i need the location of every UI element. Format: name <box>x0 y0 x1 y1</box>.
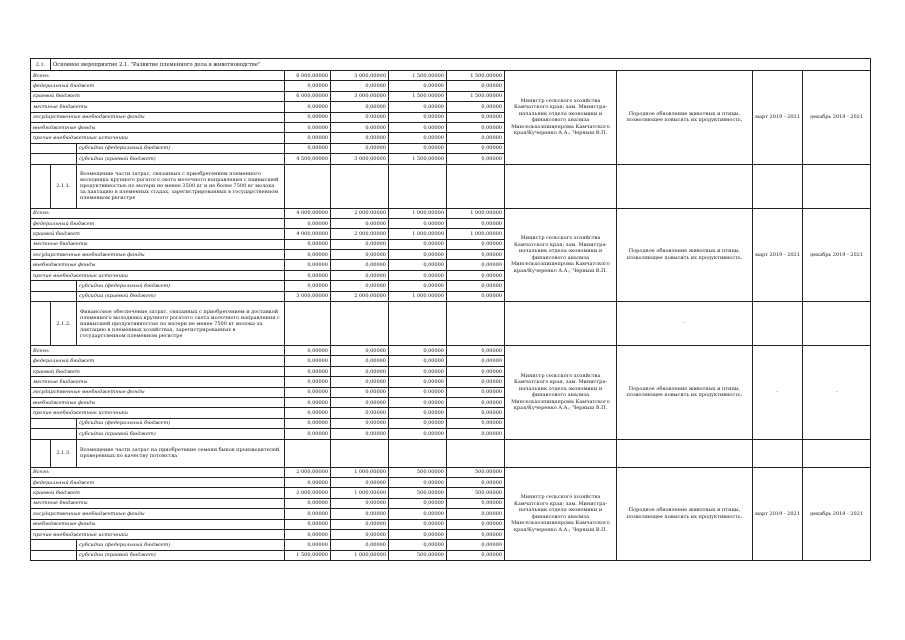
budget-value: 6 000,00000 <box>285 91 331 101</box>
budget-value: 0,00000 <box>389 102 447 112</box>
budget-value: 0,00000 <box>389 218 447 228</box>
budget-value: 0,00000 <box>447 377 505 387</box>
start-date-cell: март 2019 - 2021 <box>753 208 803 302</box>
row-label: федеральный бюджет <box>31 81 285 91</box>
budget-value: 0,00000 <box>447 387 505 397</box>
budget-value: 500,00000 <box>389 467 447 477</box>
budget-value: 3 000,00000 <box>285 291 331 301</box>
empty-value-cell <box>389 302 447 346</box>
activity-executor-cell <box>505 164 617 208</box>
row-label: местные бюджеты <box>31 377 285 387</box>
budget-value: 0,00000 <box>285 143 331 153</box>
row-label: субсидии (краевой бюджет) <box>77 429 285 439</box>
end-date-cell: декабрь 2019 - 2021 <box>803 208 871 302</box>
budget-value: 0,00000 <box>331 270 389 280</box>
budget-value: 0,00000 <box>447 519 505 529</box>
budget-value: 0,00000 <box>331 346 389 356</box>
budget-value: 0,00000 <box>331 540 389 550</box>
activity-code: 2.1.2. <box>51 302 77 346</box>
row-label: внебюджетные фонды <box>31 519 285 529</box>
row-label: государственные внебюджетные фонды <box>31 509 285 519</box>
budget-value: 0,00000 <box>285 112 331 122</box>
empty-value-cell <box>285 164 331 208</box>
budget-value: 0,00000 <box>285 102 331 112</box>
empty-value-cell <box>331 164 389 208</box>
budget-value: 1 000,00000 <box>389 208 447 218</box>
row-label: федеральный бюджет <box>31 218 285 228</box>
executor-cell: Министр сельского хозяйства Камчатского края; зам. Министра-начальник отдела экономики и финансового анализа Минсельхозпищепрома Камчатского края/Кучеренко А.А.; Черныш В.П. <box>505 346 617 440</box>
activity-row <box>31 439 871 467</box>
empty-cell <box>803 439 871 467</box>
budget-value: 0,00000 <box>285 250 331 260</box>
budget-value: 0,00000 <box>389 270 447 280</box>
budget-value: 0,00000 <box>447 260 505 270</box>
row-label: субсидии (федеральный бюджет) <box>77 143 285 153</box>
budget-value: 0,00000 <box>447 429 505 439</box>
row-label: местные бюджеты <box>31 102 285 112</box>
end-date-cell: - <box>803 346 871 440</box>
empty-cell <box>803 302 871 346</box>
row-label: субсидии (федеральный бюджет) <box>77 281 285 291</box>
budget-value: 0,00000 <box>389 112 447 122</box>
start-date-cell: март 2019 - 2021 <box>753 467 803 561</box>
spacer-cell <box>31 439 51 467</box>
budget-value: 0,00000 <box>285 270 331 280</box>
budget-value: 0,00000 <box>389 397 447 407</box>
executor-cell: Министр сельского хозяйства Камчатского края; зам. Министра-начальник отдела экономики и финансового анализа Минсельхозпищепрома Камчатского края/Кучеренко А.А.; Черныш В.П. <box>505 71 617 165</box>
budget-value: 0,00000 <box>389 260 447 270</box>
budget-value: 0,00000 <box>331 519 389 529</box>
budget-value: 0,00000 <box>285 366 331 376</box>
budget-value: 4 000,00000 <box>285 208 331 218</box>
budget-value: 1 500,00000 <box>389 91 447 101</box>
header-code: 2.1. <box>31 59 51 71</box>
budget-value: 0,00000 <box>331 81 389 91</box>
budget-value: 0,00000 <box>285 509 331 519</box>
budget-value: 0,00000 <box>285 218 331 228</box>
budget-value: 0,00000 <box>447 102 505 112</box>
row-label: краевой бюджет <box>31 488 285 498</box>
budget-value: 500,00000 <box>447 488 505 498</box>
budget-value: 0,00000 <box>331 133 389 143</box>
spacer-cell <box>31 281 77 291</box>
empty-cell <box>753 439 803 467</box>
budget-value: 1 000,00000 <box>389 229 447 239</box>
budget-value: 2 000,00000 <box>331 208 389 218</box>
spacer-cell <box>31 302 51 346</box>
budget-value: 0,00000 <box>331 529 389 539</box>
result-cell: Породное обновление животных и птицы, позволяющее повысить их продуктивность. <box>617 71 753 165</box>
row-label: прочие внебюджетные источники <box>31 133 285 143</box>
budget-table <box>30 58 871 561</box>
spacer-cell <box>31 550 77 560</box>
budget-value: 0,00000 <box>447 498 505 508</box>
activity-description: Возмещение части затрат, связанных с приобретением племенного молодняка крупного рогатого скота молочного направления с наивысшей продуктивностью по матери не менее 3500 кг и не более 7500 кг молока за лактацию в племенных стадах, зарегистрированных в государственном племенном регистре <box>77 164 285 208</box>
budget-value: 0,00000 <box>331 218 389 228</box>
budget-value: 0,00000 <box>331 356 389 366</box>
budget-value: 0,00000 <box>389 239 447 249</box>
budget-value: 0,00000 <box>389 250 447 260</box>
empty-value-cell <box>447 164 505 208</box>
budget-value: 1 000,00000 <box>331 467 389 477</box>
end-date-cell: декабрь 2019 - 2021 <box>803 71 871 165</box>
budget-value: 0,00000 <box>331 477 389 487</box>
spacer-cell <box>31 164 51 208</box>
empty-cell <box>753 302 803 346</box>
result-cell: Породное обновление животных и птицы, позволяющее повысить их продуктивность. <box>617 467 753 561</box>
budget-value: 0,00000 <box>389 408 447 418</box>
row-label: прочие внебюджетные источники <box>31 408 285 418</box>
activity-description: Финансовое обеспечение затрат, связанных с приобретением и доставкой племенного молодняка крупного рогатого скота молочного направления с наивысшей продуктивностью по матери не менее 7500 кг молока за лактацию в племенных хозяйствах, зарегистрированных в государственном племенном регистре <box>77 302 285 346</box>
budget-value: 0,00000 <box>447 133 505 143</box>
row-label: местные бюджеты <box>31 498 285 508</box>
budget-value: 0,00000 <box>285 387 331 397</box>
row-label: внебюджетные фонды <box>31 260 285 270</box>
budget-value: 0,00000 <box>331 408 389 418</box>
budget-value: 0,00000 <box>447 550 505 560</box>
spacer-cell <box>31 429 77 439</box>
row-label: субсидии (краевой бюджет) <box>77 154 285 164</box>
budget-value: 2 000,00000 <box>331 229 389 239</box>
empty-value-cell <box>331 439 389 467</box>
activity-executor-cell <box>505 302 617 346</box>
budget-value: 0,00000 <box>285 397 331 407</box>
budget-value: 0,00000 <box>331 418 389 428</box>
budget-value: 0,00000 <box>331 366 389 376</box>
budget-value: 0,00000 <box>389 81 447 91</box>
budget-value: 1 000,00000 <box>331 550 389 560</box>
empty-value-cell <box>331 302 389 346</box>
budget-value: 1 000,00000 <box>389 291 447 301</box>
budget-value: 6 000,00000 <box>285 71 331 81</box>
budget-value: 0,00000 <box>389 366 447 376</box>
budget-value: 0,00000 <box>447 291 505 301</box>
budget-value: 0,00000 <box>447 281 505 291</box>
budget-value: 0,00000 <box>285 540 331 550</box>
budget-value: 0,00000 <box>285 408 331 418</box>
budget-value: 0,00000 <box>285 81 331 91</box>
row-label: субсидии (краевой бюджет) <box>77 550 285 560</box>
budget-value: 0,00000 <box>447 270 505 280</box>
budget-value: 0,00000 <box>447 112 505 122</box>
budget-value: 0,00000 <box>331 122 389 132</box>
activity-result-cell: - <box>617 302 753 346</box>
budget-value: 0,00000 <box>389 477 447 487</box>
activity-code: 2.1.1. <box>51 164 77 208</box>
row-label: федеральный бюджет <box>31 356 285 366</box>
budget-value: 1 500,00000 <box>389 71 447 81</box>
budget-value: 0,00000 <box>389 429 447 439</box>
budget-value: 4 000,00000 <box>285 229 331 239</box>
activity-code: 2.1.3. <box>51 439 77 467</box>
budget-value: 0,00000 <box>285 260 331 270</box>
budget-value: 0,00000 <box>331 498 389 508</box>
budget-value: 3 000,00000 <box>331 154 389 164</box>
budget-value: 0,00000 <box>447 509 505 519</box>
budget-value: 0,00000 <box>447 397 505 407</box>
budget-value: 0,00000 <box>447 250 505 260</box>
budget-value: 0,00000 <box>447 122 505 132</box>
row-label: Всего: <box>31 71 285 81</box>
budget-value: 0,00000 <box>331 509 389 519</box>
budget-value: 0,00000 <box>447 366 505 376</box>
budget-value: 0,00000 <box>447 408 505 418</box>
row-label: местные бюджеты <box>31 239 285 249</box>
budget-table-sheet <box>30 58 870 561</box>
activity-description: Возмещение части затрат на приобретение семени быков производителей, проверенных по качеству потомства <box>77 439 285 467</box>
empty-cell <box>803 164 871 208</box>
budget-value: 0,00000 <box>389 387 447 397</box>
row-label: государственные внебюджетные фонды <box>31 112 285 122</box>
budget-value: 0,00000 <box>331 377 389 387</box>
budget-value: 0,00000 <box>285 281 331 291</box>
activity-row <box>31 302 871 346</box>
budget-value: 0,00000 <box>285 418 331 428</box>
budget-value: 0,00000 <box>331 281 389 291</box>
budget-value: 0,00000 <box>447 218 505 228</box>
budget-value: 0,00000 <box>285 429 331 439</box>
budget-value: 0,00000 <box>389 519 447 529</box>
activity-row <box>31 164 871 208</box>
budget-value: 0,00000 <box>285 356 331 366</box>
budget-value: 3 000,00000 <box>331 71 389 81</box>
empty-value-cell <box>447 439 505 467</box>
budget-value: 0,00000 <box>447 477 505 487</box>
budget-value: 0,00000 <box>285 346 331 356</box>
budget-row <box>31 208 871 218</box>
budget-value: 2 000,00000 <box>285 488 331 498</box>
spacer-cell <box>31 291 77 301</box>
budget-value: 0,00000 <box>331 387 389 397</box>
budget-value: 0,00000 <box>285 377 331 387</box>
budget-value: 500,00000 <box>447 467 505 477</box>
budget-value: 1 000,00000 <box>447 208 505 218</box>
budget-value: 0,00000 <box>389 540 447 550</box>
budget-value: 0,00000 <box>447 356 505 366</box>
executor-cell: Министр сельского хозяйства Камчатского края; зам. Министра-начальник отдела экономики и финансового анализа Минсельхозпищепрома Камчатского края/Кучеренко А.А.; Черныш В.П. <box>505 208 617 302</box>
budget-value: 0,00000 <box>447 540 505 550</box>
budget-value: 0,00000 <box>447 154 505 164</box>
activity-executor-cell <box>505 439 617 467</box>
row-label: внебюджетные фонды <box>31 397 285 407</box>
row-label: краевой бюджет <box>31 91 285 101</box>
budget-value: 1 500,00000 <box>447 91 505 101</box>
budget-value: 1 500,00000 <box>285 550 331 560</box>
row-label: государственные внебюджетные фонды <box>31 387 285 397</box>
row-label: прочие внебюджетные источники <box>31 270 285 280</box>
header-row <box>31 59 871 71</box>
budget-value: 3 000,00000 <box>331 91 389 101</box>
budget-value: 0,00000 <box>285 477 331 487</box>
spacer-cell <box>31 143 77 153</box>
row-label: субсидии (краевой бюджет) <box>77 291 285 301</box>
row-label: краевой бюджет <box>31 229 285 239</box>
row-label: субсидии (федеральный бюджет) <box>77 418 285 428</box>
budget-value: 0,00000 <box>389 418 447 428</box>
budget-value: 0,00000 <box>447 143 505 153</box>
budget-value: 0,00000 <box>285 133 331 143</box>
empty-value-cell <box>285 302 331 346</box>
budget-value: 0,00000 <box>285 498 331 508</box>
budget-value: 0,00000 <box>285 529 331 539</box>
budget-row <box>31 346 871 356</box>
spacer-cell <box>31 418 77 428</box>
budget-value: 1 000,00000 <box>447 229 505 239</box>
budget-value: 0,00000 <box>447 418 505 428</box>
header-title: Основное мероприятие 2.1. "Развитие племенного дела в животноводстве" <box>51 59 871 71</box>
budget-value: 0,00000 <box>331 250 389 260</box>
budget-value: 0,00000 <box>285 239 331 249</box>
result-cell: Породное обновление животных и птицы, позволяющее повысить их продуктивность. <box>617 208 753 302</box>
budget-value: 0,00000 <box>389 346 447 356</box>
budget-value: 2 000,00000 <box>331 291 389 301</box>
spacer-cell <box>31 540 77 550</box>
budget-value: 0,00000 <box>447 81 505 91</box>
budget-value: 0,00000 <box>389 377 447 387</box>
activity-result-cell <box>617 439 753 467</box>
budget-value: 0,00000 <box>389 281 447 291</box>
budget-value: 0,00000 <box>331 102 389 112</box>
budget-value: 1 500,00000 <box>389 154 447 164</box>
budget-value: 0,00000 <box>331 397 389 407</box>
budget-value: 0,00000 <box>389 143 447 153</box>
budget-value: 0,00000 <box>331 429 389 439</box>
result-cell: Породное обновление животных и птицы, позволяющее повысить их продуктивность. <box>617 346 753 440</box>
activity-result-cell <box>617 164 753 208</box>
budget-value: 500,00000 <box>389 488 447 498</box>
executor-cell: Министр сельского хозяйства Камчатского края; зам. Министра-начальник отдела экономики и финансового анализа Минсельхозпищепрома Камчатского края/Кучеренко А.А.; Черныш В.П. <box>505 467 617 561</box>
budget-row <box>31 467 871 477</box>
budget-value: 1 000,00000 <box>331 488 389 498</box>
budget-value: 500,00000 <box>389 550 447 560</box>
budget-value: 0,00000 <box>285 122 331 132</box>
budget-value: 0,00000 <box>331 260 389 270</box>
budget-value: 4 500,00000 <box>285 154 331 164</box>
empty-value-cell <box>389 164 447 208</box>
budget-value: 2 000,00000 <box>285 467 331 477</box>
row-label: Всего: <box>31 346 285 356</box>
budget-value: 0,00000 <box>331 112 389 122</box>
budget-value: 0,00000 <box>389 498 447 508</box>
budget-value: 0,00000 <box>331 239 389 249</box>
empty-cell <box>753 164 803 208</box>
budget-value: 1 500,00000 <box>447 71 505 81</box>
row-label: краевой бюджет <box>31 366 285 376</box>
row-label: Всего: <box>31 467 285 477</box>
budget-value: 0,00000 <box>389 509 447 519</box>
spacer-cell <box>31 154 77 164</box>
row-label: субсидии (федеральный бюджет) <box>77 540 285 550</box>
budget-value: 0,00000 <box>285 519 331 529</box>
row-label: Всего: <box>31 208 285 218</box>
budget-value: 0,00000 <box>447 239 505 249</box>
budget-value: 0,00000 <box>447 346 505 356</box>
empty-value-cell <box>447 302 505 346</box>
budget-value: 0,00000 <box>389 356 447 366</box>
budget-value: 0,00000 <box>331 143 389 153</box>
end-date-cell: декабрь 2019 - 2021 <box>803 467 871 561</box>
budget-value: 0,00000 <box>389 529 447 539</box>
budget-row <box>31 71 871 81</box>
empty-value-cell <box>285 439 331 467</box>
budget-value: 0,00000 <box>389 133 447 143</box>
row-label: прочие внебюджетные источники <box>31 529 285 539</box>
start-date-cell: март 2019 - 2021 <box>753 71 803 165</box>
row-label: государственные внебюджетные фонды <box>31 250 285 260</box>
row-label: федеральный бюджет <box>31 477 285 487</box>
empty-value-cell <box>389 439 447 467</box>
budget-value: 0,00000 <box>389 122 447 132</box>
budget-value: 0,00000 <box>447 529 505 539</box>
row-label: внебюджетные фонды <box>31 122 285 132</box>
start-date-cell: - <box>753 346 803 440</box>
